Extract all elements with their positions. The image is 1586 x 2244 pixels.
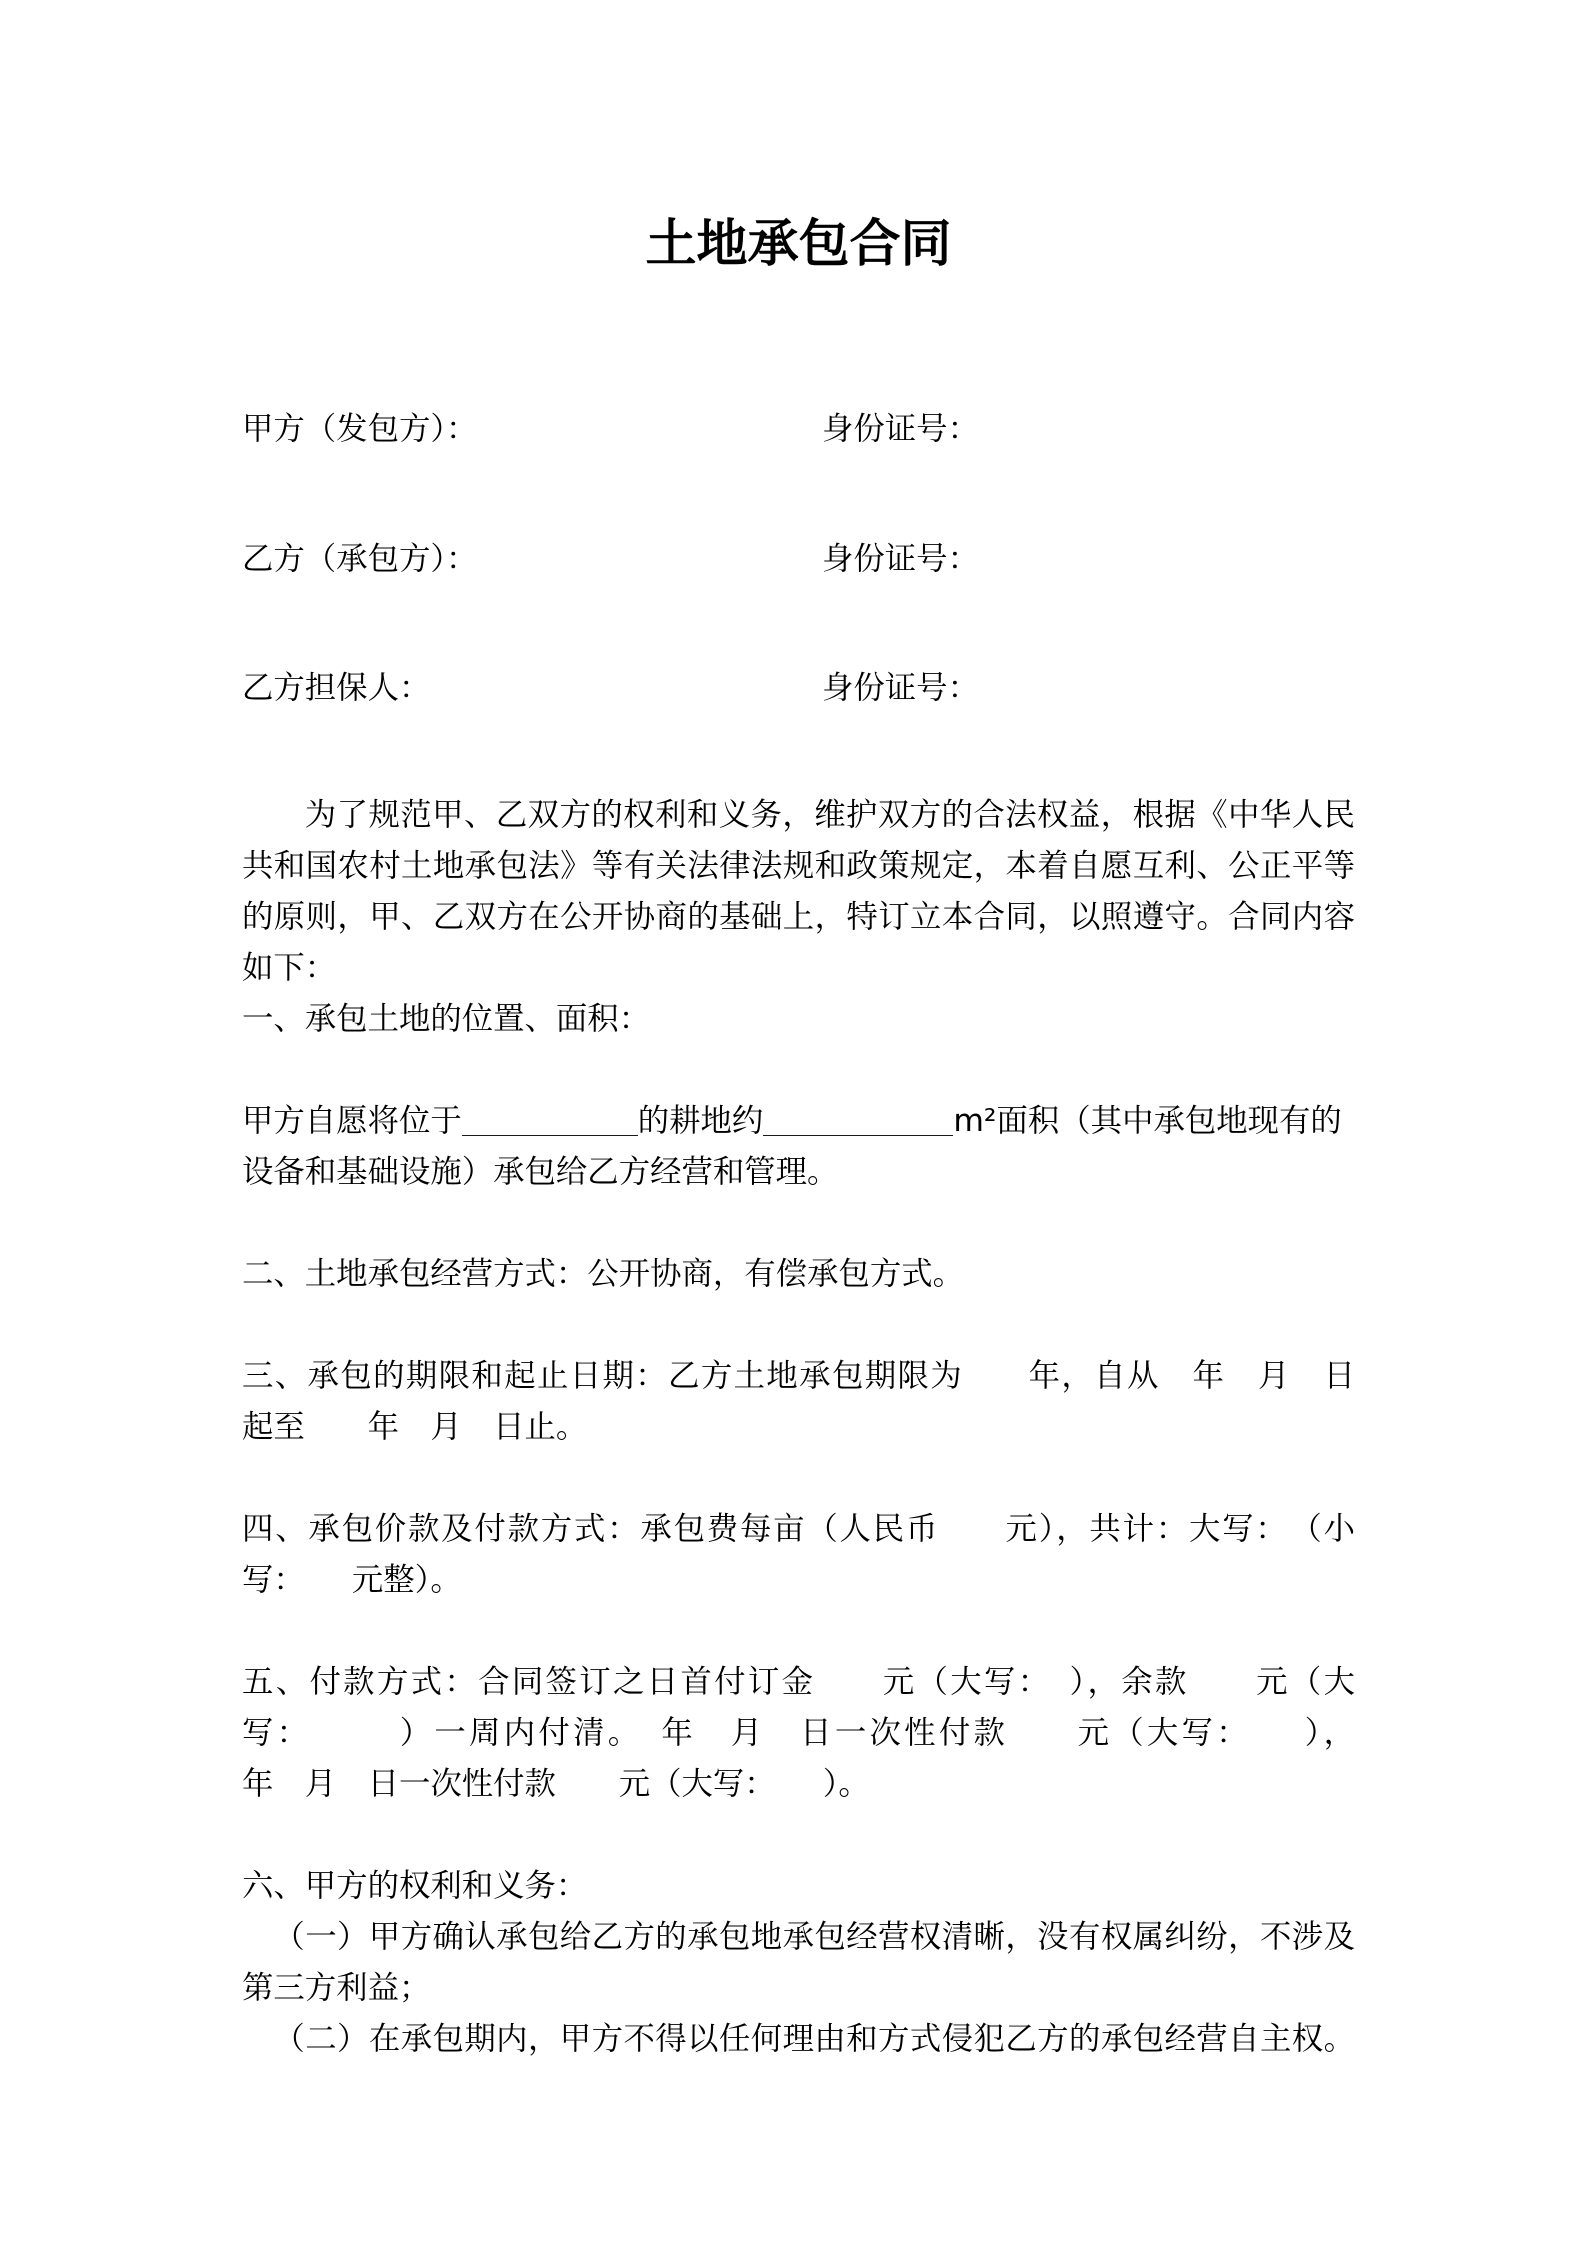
clause-heading: 一、承包土地的位置、面积： [242, 1000, 651, 1037]
clause-line: 第三方利益； [242, 1969, 431, 2006]
id-number-label: 身份证号： [822, 670, 979, 707]
clause-line: 年 月 日一次性付款 元（大写： ）。 [242, 1765, 870, 1802]
id-number-label: 身份证号： [822, 411, 979, 447]
clause-5 [242, 1657, 1355, 1810]
clause-line: 起至 年 月 日止。 [242, 1408, 588, 1445]
clause-heading: 六、甲方的权利和义务： [242, 1867, 588, 1904]
party-row-guarantor [242, 663, 1355, 714]
clause-line: 设备和基础设施）承包给乙方经营和管理。 [242, 1153, 839, 1190]
document-title: 土地承包合同 [645, 215, 952, 274]
clause-line: 三、承包的期限和起止日期：乙方土地承包期限为 年，自从 年 月 日 [242, 1357, 1355, 1394]
clause-text: 面积（其中承包地现有的 [996, 1102, 1342, 1139]
clause-1 [242, 994, 1355, 1198]
preamble-line: 共和国农村土地承包法》等有关法律法规和政策规定，本着自愿互利、公正平等 [242, 847, 1355, 884]
party-row-lessee [242, 534, 1355, 585]
preamble-line: 的原则，甲、乙双方在公开协商的基础上，特订立本合同，以照遵守。合同内容 [242, 898, 1355, 935]
preamble-paragraph [242, 790, 1355, 994]
blank-area [763, 1134, 953, 1136]
preamble-line: 为了规范甲、乙双方的权利和义务，维护双方的合法权益，根据《中华人民 [304, 796, 1355, 833]
clause-3 [242, 1351, 1355, 1453]
party-role-label: 乙方（承包方）： [242, 540, 478, 577]
party-role-label: 乙方担保人： [242, 670, 431, 707]
clause-line: 写： ）一周内付清。 年 月 日一次性付款 元（大写： ）， [242, 1714, 1355, 1751]
contract-body [242, 790, 1355, 2065]
clause-text: 的耕地约 [637, 1102, 764, 1139]
clause-6 [242, 1861, 1355, 2065]
clause-text: 甲方自愿将位于 [242, 1102, 462, 1139]
clause-line: 四、承包价款及付款方式：承包费每亩（人民币 元），共计：大写： （小 [242, 1510, 1355, 1547]
clause-2 [242, 1249, 1355, 1300]
blank-location [462, 1134, 638, 1136]
area-unit: m² [953, 1102, 997, 1139]
clause-line: （二）在承包期内，甲方不得以任何理由和方式侵犯乙方的承包经营自主权。 [273, 2020, 1355, 2057]
clause-4 [242, 1504, 1355, 1606]
id-number-label: 身份证号： [822, 540, 979, 577]
clause-1-location-line [242, 1096, 1355, 1147]
clause-line: 写： 元整）。 [242, 1561, 462, 1598]
preamble-line: 如下： [242, 949, 337, 986]
clause-line: 二、土地承包经营方式：公开协商，有偿承包方式。 [242, 1255, 964, 1292]
party-role-label: 甲方（发包方）： [242, 411, 478, 447]
party-row-lessor [242, 404, 1355, 455]
parties-block [242, 404, 1355, 793]
clause-line: （一）甲方确认承包给乙方的承包地承包经营权清晰，没有权属纠纷，不涉及 [273, 1918, 1355, 1955]
clause-line: 五、付款方式：合同签订之日首付订金 元（大写： ），余款 元（大 [242, 1663, 1355, 1700]
